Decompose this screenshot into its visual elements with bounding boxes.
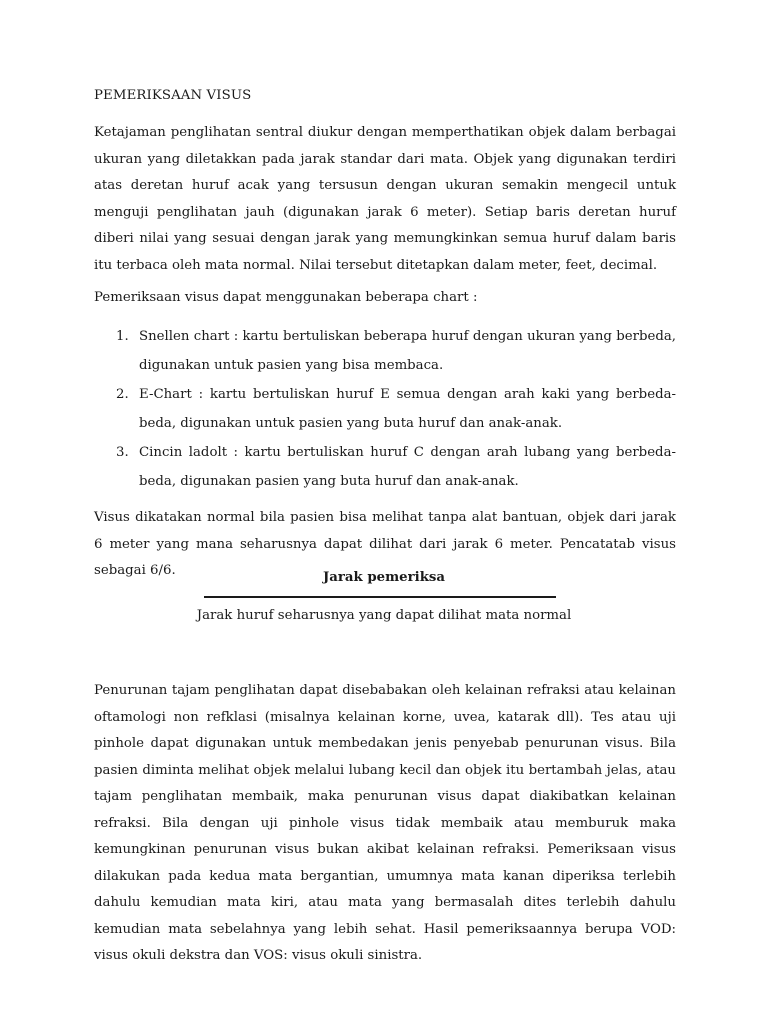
paragraph-intro: Ketajaman penglihatan sentral diukur dengan memperthatikan objek dalam berbagai ukuran yang diletakkan pada jarak standar dari mata. Objek yang digunakan terdiri atas deretan huruf acak yang tersusun dengan ukuran semakin mengecil untuk menguji penglihatan jauh (digunakan jarak 6 meter). Setiap baris deretan huruf diberi nilai yang sesuai dengan jarak yang memungkinkan semua huruf dalam baris itu terbaca oleh mata normal. Nilai tersebut ditetapkan dalam meter, feet, decimal. xyxy=(94,125,676,273)
list-item xyxy=(94,438,676,496)
chart-list xyxy=(94,322,676,496)
list-item-number: 1. xyxy=(116,329,129,344)
list-item-number: 2. xyxy=(116,387,129,402)
paragraph-visus-decrease: Penurunan tajam penglihatan dapat disebabakan oleh kelainan refraksi atau kelainan oftamologi non refklasi (misalnya kelainan korne, uvea, katarak dll). Tes atau uji pinhole dapat digunakan untuk membedakan jenis penyebab penurunan visus. Bila pasien diminta melihat objek melalui lubang kecil dan objek itu bertambah jelas, atau tajam penglihatan membaik, maka penurunan visus dapat diakibatkan kelainan refraksi. Bila dengan uji pinhole visus tidak membaik atau memburuk maka kemungkinan penurunan visus bukan akibat kelainan refraksi. Pemeriksaan visus dilakukan pada kedua mata bergantian, umumnya mata kanan diperiksa terlebih dahulu kemudian mata kiri, atau mata yang bermasalah dites terlebih dahulu kemudian mata sebelahnya yang lebih sehat. Hasil pemeriksaannya berupa VOD: visus okuli dekstra dan VOS: visus okuli sinistra. xyxy=(94,683,676,963)
list-item-text: E-Chart : kartu bertuliskan huruf E semua dengan arah kaki yang berbeda-beda, digunakan untuk pasien yang buta huruf dan anak-anak. xyxy=(139,387,676,431)
list-item-number: 3. xyxy=(116,445,129,460)
list-item-text: Snellen chart : kartu bertuliskan beberapa huruf dengan ukuran yang berbeda, digunakan untuk pasien yang bisa membaca. xyxy=(139,329,676,373)
formula-numerator: Jarak pemeriksa xyxy=(322,570,446,585)
formula-denominator: Jarak huruf seharusnya yang dapat dilihat mata normal xyxy=(196,608,572,623)
document-title: PEMERIKSAAN VISUS xyxy=(94,88,252,103)
formula-fraction-line xyxy=(204,596,556,598)
list-item xyxy=(94,322,676,380)
list-item-text: Cincin ladolt : kartu bertuliskan huruf C dengan arah lubang yang berbeda-beda, digunakan pasien yang buta huruf dan anak-anak. xyxy=(139,445,676,489)
paragraph-chart-intro: Pemeriksaan visus dapat menggunakan beberapa chart : xyxy=(94,290,478,305)
list-item xyxy=(94,380,676,438)
paragraph-normal-visus: Visus dikatakan normal bila pasien bisa melihat tanpa alat bantuan, objek dari jarak 6 meter yang mana seharusnya dapat dilihat dari jarak 6 meter. Pencatatab visus sebagai 6/6. xyxy=(94,510,676,578)
